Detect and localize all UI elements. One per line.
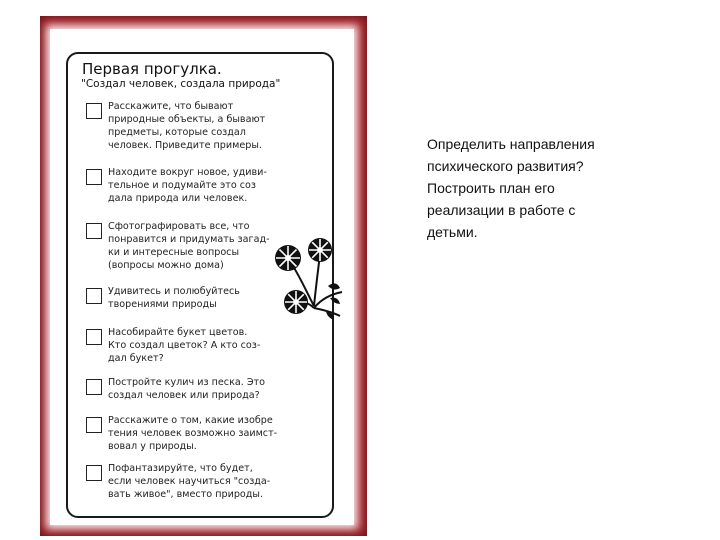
checkbox[interactable]: [86, 465, 102, 481]
item-text: Постройте кулич из песка. Это создал человек или природа?: [108, 377, 266, 401]
checkbox[interactable]: [86, 103, 102, 119]
flower-illustration-icon: [270, 236, 344, 322]
checklist-item: [86, 166, 267, 205]
checklist-item: [86, 220, 270, 272]
checkbox[interactable]: [86, 329, 102, 345]
card-subtitle: "Создал человек, создала природа": [81, 78, 281, 90]
checklist-item: [86, 376, 265, 402]
checkbox[interactable]: [86, 417, 102, 433]
item-text: Расскажите о том, какие изобре тения человек возможно заимст- вовал у природы.: [108, 415, 278, 452]
item-text: Сфотографировать все, что понравится и придумать загад- ки и интересные вопросы (вопросы можно дома): [108, 221, 270, 271]
item-text: Находите вокруг новое, удиви- тельное и подумайте это соз дала природа или человек.: [108, 167, 267, 204]
item-text: Удивитесь и полюбуйтесь творениями природы: [108, 286, 240, 310]
checklist-item: [86, 100, 265, 152]
checklist-item: [86, 285, 240, 311]
item-text: Пофантазируйте, что будет, если человек научиться "созда- вать живое", вместо природы.: [108, 463, 271, 500]
item-text: Насобирайте букет цветов. Кто создал цветок? А кто соз- дал букет?: [108, 327, 261, 364]
checkbox[interactable]: [86, 169, 102, 185]
checkbox[interactable]: [86, 223, 102, 239]
checklist-item: [86, 462, 270, 501]
item-text: Расскажите, что бывают природные объекты, а бывают предметы, которые создал человек. Приведите примеры.: [108, 101, 266, 151]
checkbox[interactable]: [86, 379, 102, 395]
checklist-item: [86, 414, 277, 453]
checklist-item: [86, 326, 260, 365]
checkbox[interactable]: [86, 288, 102, 304]
card-title: Первая прогулка.: [82, 60, 222, 78]
side-question-text: Определить направления психического развития? Построить план его реализации в работе с детьми.: [427, 136, 595, 240]
